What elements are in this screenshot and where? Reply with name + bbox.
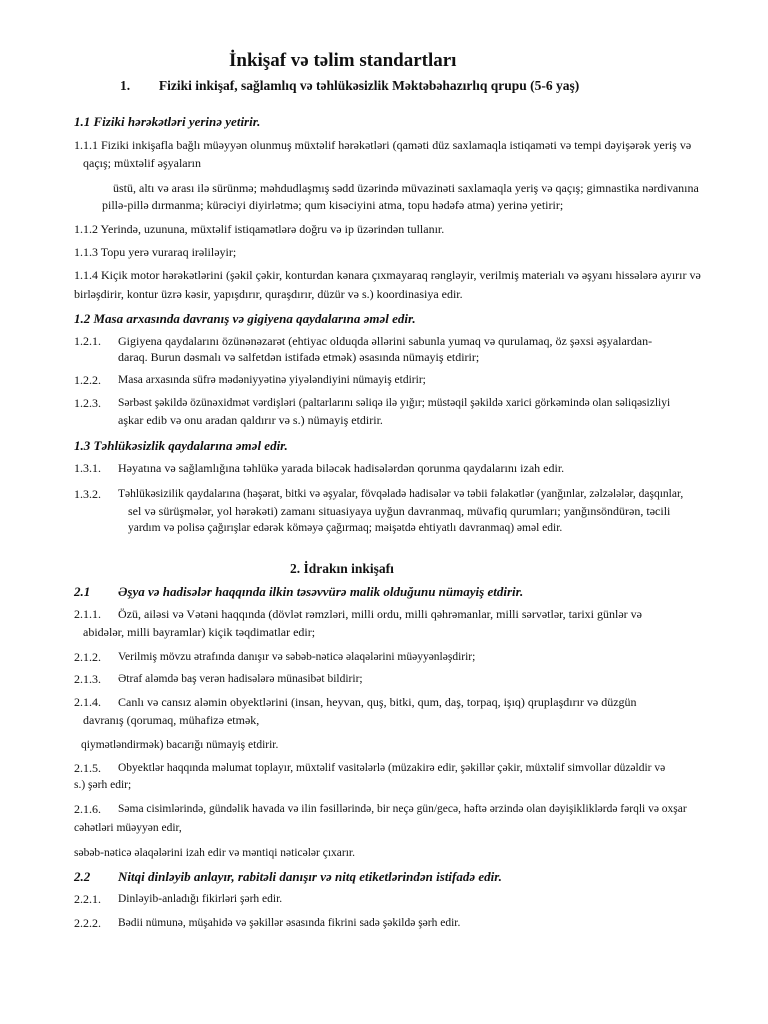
- item-2-1-4-line1: Canlı və cansız aləmin obyektlərini (insan, heyvan, quş, bitki, qum, daş, torpaq, işıq) qruplaşdırır və düzgün: [118, 695, 637, 709]
- item-1-2-3-line2: aşkar edib və onu aradan qaldırır və s.) nümayiş etdirir.: [118, 413, 383, 427]
- item-1-1-1-line3: üstü, altı və arası ilə sürünmə; məhdudlaşmış sədd üzərində müvazinəti saxlamaqla yeriş və qaçış; gimnastika nərdivanına: [113, 181, 699, 195]
- item-2-2-2-text: Bədii nümunə, müşahidə və şəkillər əsasında fikrini sadə şəkildə şərh edir.: [118, 917, 461, 929]
- item-2-1-3-text: Ətraf aləmdə baş verən hadisələrə münasibət bildirir;: [118, 673, 363, 685]
- heading-1-1: 1.1 Fiziki hərəkətləri yerinə yetirir.: [74, 114, 261, 129]
- item-2-1-5-line2: s.) şərh edir;: [74, 779, 132, 791]
- section-2-number: 2.: [290, 561, 301, 576]
- section-1-number: 1.: [120, 78, 131, 93]
- item-2-1-2-number: 2.1.2.: [74, 650, 101, 664]
- item-1-1-2: 1.1.2 Yerində, uzununa, müxtəlif istiqamətlərə doğru və ip üzərindən tullanır.: [74, 222, 445, 236]
- item-1-1-4-line1: 1.1.4 Kiçik motor hərəkətlərini (şəkil çəkir, konturdan kənara çıxmayaraq rəngləyir, verilmiş materialı və əşyanı hissələrə ayırır və: [74, 268, 701, 282]
- item-2-1-6-line1: Səma cisimlərində, gündəlik havada və ilin fəsillərində, bir neçə gün/gecə, həftə ərzində olan dəyişikliklərdə fərqli və oxşar: [118, 803, 687, 815]
- item-2-2-1-text: Dinləyib-anladığı fikirləri şərh edir.: [118, 893, 283, 905]
- item-2-1-4-line2: davranış (qorumaq, mühafizə etmək,: [83, 713, 260, 727]
- item-1-1-3: 1.1.3 Topu yerə vuraraq irəliləyir;: [74, 245, 237, 259]
- item-1-2-1-number: 1.2.1.: [74, 334, 101, 348]
- item-2-2-2-number: 2.2.2.: [74, 916, 101, 930]
- number-2-2: 2.2: [74, 869, 91, 884]
- item-2-1-6-number: 2.1.6.: [74, 802, 101, 816]
- heading-2-1: Əşya və hadisələr haqqında ilkin təsəvvürə malik olduğunu nümayiş etdirir.: [118, 584, 524, 599]
- number-2-1: 2.1: [74, 584, 91, 599]
- item-2-1-3-number: 2.1.3.: [74, 672, 101, 686]
- item-2-1-4-line3: qiymətləndirmək) bacarığı nümayiş etdirir.: [81, 739, 279, 751]
- section-2-title: İdrakın inkişafı: [303, 561, 394, 576]
- heading-1-3: 1.3 Təhlükəsizlik qaydalarına əməl edir.: [74, 438, 288, 453]
- item-1-3-1-number: 1.3.1.: [74, 461, 101, 475]
- heading-2-2: Nitqi dinləyib anlayır, rabitəli danışır və nitq etiketlərindən istifadə edir.: [118, 869, 502, 884]
- item-1-3-2-line3: yardım və polisə çağırışlar edərək köməyə çağırmaq; məişətdə ehtiyatlı davranmaq) əməl edir.: [128, 522, 563, 534]
- item-1-2-2-text: Masa arxasında süfrə mədəniyyətinə yiyələndiyini nümayiş etdirir;: [118, 374, 426, 386]
- section-1-heading: [120, 78, 579, 94]
- item-1-2-3-number: 1.2.3.: [74, 396, 101, 410]
- heading-1-2: 1.2 Masa arxasında davranış və gigiyena qaydalarına əməl edir.: [74, 311, 416, 326]
- item-2-1-5-number: 2.1.5.: [74, 761, 101, 775]
- item-2-1-4-number: 2.1.4.: [74, 695, 101, 709]
- item-1-2-1-line1: Gigiyena qaydalarını özünənəzarət (ehtiyac olduqda əllərini sabunla yumaq və qurulamaq, öz şəxsi əşyalardan-: [118, 334, 653, 348]
- item-2-1-1-line1: Özü, ailəsi və Vətəni haqqında (dövlət rəmzləri, milli ordu, milli qəhrəmanlar, milli sərvətlər, tarixi günlər və: [118, 607, 642, 621]
- item-1-3-2-line2: sel və sürüşmələr, yol hərəkəti) zamanı situasiyaya uyğun davranmaq, müvafiq qurumları; yanğınsöndürən, təcili: [128, 504, 671, 518]
- item-1-1-4-line2: birləşdirir, kontur üzrə kəsir, yapışdırır, quraşdırır, düzür və s.) koordinasiya edir.: [74, 287, 463, 301]
- item-1-3-2-number: 1.3.2.: [74, 487, 101, 501]
- document-title: İnkişaf və təlim standartları: [229, 50, 457, 71]
- item-2-1-6-line3: səbəb-nəticə əlaqələrini izah edir və məntiqi nəticələr çıxarır.: [74, 847, 355, 859]
- item-1-3-2-line1: Təhlükəsizilik qaydalarına (həşərat, bitki və əşyalar, fövqəladə hadisələr və təbii fəlakətlər (yanğınlar, zəlzələlər, daşqınlar,: [118, 488, 684, 500]
- item-1-1-1-line4: pillə-pillə dırmanma; kürəciyi diyirlətmə; qum kisəciyini atma, topu hədəfə atma) yerinə yetirir;: [102, 198, 564, 212]
- section-1-title: Fiziki inkişaf, sağlamlıq və təhlükəsizlik Məktəbəhazırlıq qrupu (5-6 yaş): [158, 78, 580, 93]
- item-2-1-1-number: 2.1.1.: [74, 607, 101, 621]
- item-1-1-1-line2: qaçış; müxtəlif əşyaların: [83, 156, 201, 170]
- item-1-2-1-line2: daraq. Burun dəsmalı və salfetdən istifadə etmək) əsasında nümayiş etdirir;: [118, 350, 480, 364]
- item-1-1-1-line1: 1.1.1 Fiziki inkişafla bağlı müəyyən olunmuş müxtəlif hərəkətləri (qaməti düz saxlamaqla istiqaməti və tempi dəyişərək yeriş və: [74, 138, 692, 152]
- item-2-1-6-line2: cəhətləri müəyyən edir,: [74, 822, 182, 834]
- item-2-2-1-number: 2.2.1.: [74, 892, 101, 906]
- item-1-3-1-text: Həyatına və sağlamlığına təhlükə yarada biləcək hadisələrdən qorunma qaydalarını izah edir.: [118, 461, 565, 475]
- item-2-1-2-text: Verilmiş mövzu ətrafında danışır və səbəb-nəticə əlaqələrini müəyyənləşdirir;: [118, 651, 476, 663]
- item-2-1-5-line1: Obyektlər haqqında məlumat toplayır, müxtəlif vasitələrlə (müzakirə edir, şəkillər çəkir, müxtəlif simvollar düzəldir və: [118, 762, 666, 774]
- item-1-2-3-line1: Sərbəst şəkildə özünəxidmət vərdişləri (paltarlarını səliqə ilə yığır; müstəqil şəkildə xarici görkəmində olan səliqəsizliyi: [118, 397, 671, 409]
- section-2-heading: [290, 561, 394, 577]
- item-1-2-2-number: 1.2.2.: [74, 373, 101, 387]
- item-2-1-1-line2: abidələr, milli bayramlar) kiçik təqdimatlar edir;: [83, 625, 316, 639]
